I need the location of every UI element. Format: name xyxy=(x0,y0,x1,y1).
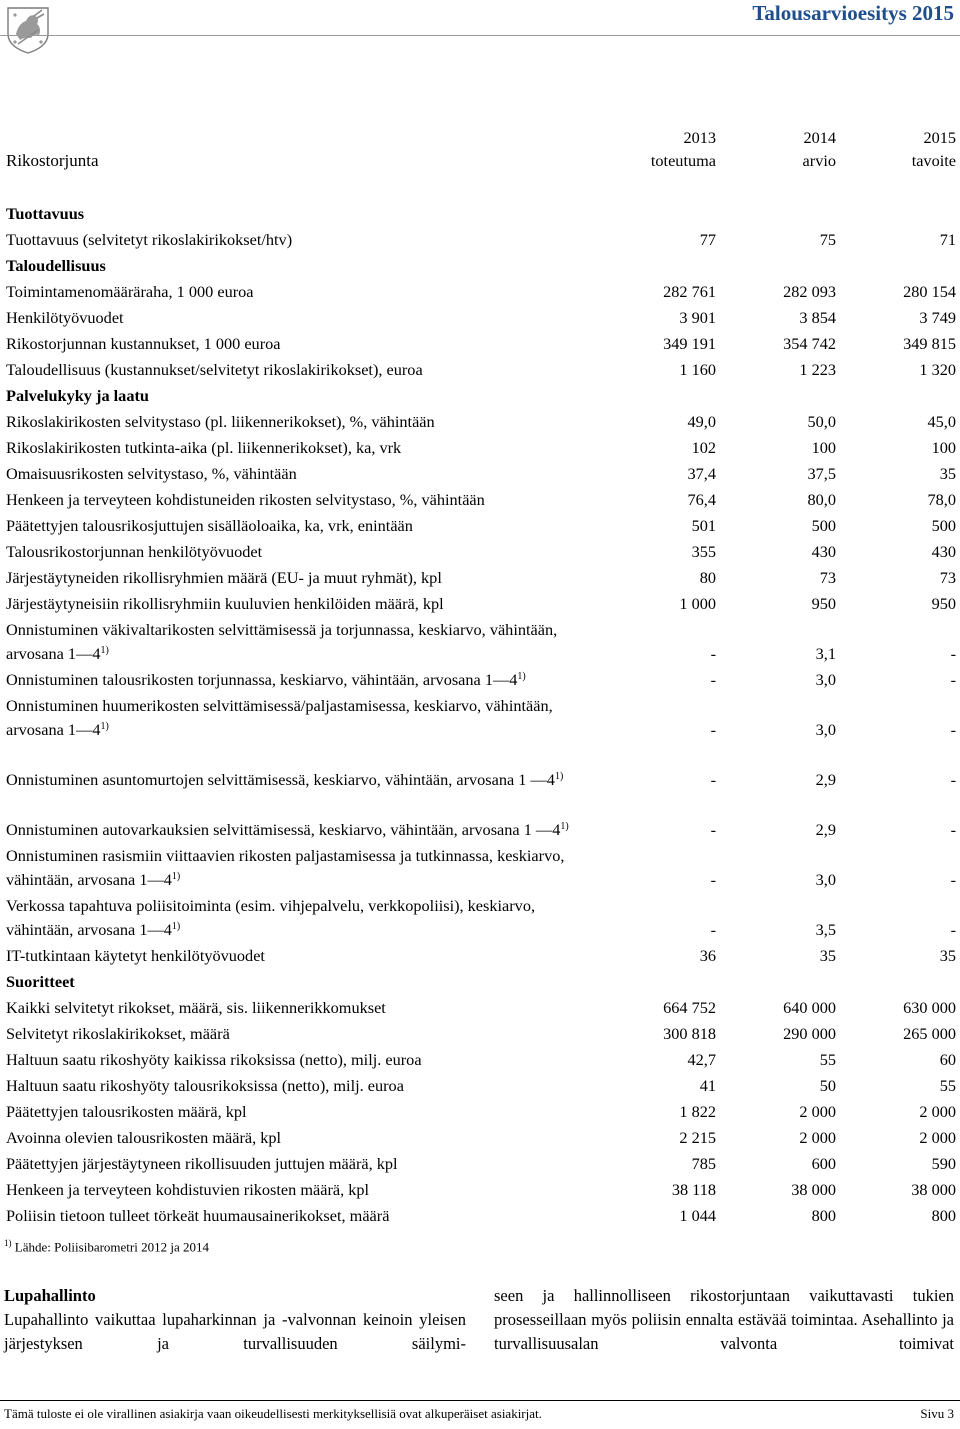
table-row xyxy=(6,1150,956,1176)
value-cell-2014: 3 854 xyxy=(799,308,836,327)
footer-disclaimer: Tämä tuloste ei ole virallinen asiakirja vaan oikeudellisesti merkityksellisiä ovat alkuperäiset asiakirjat. xyxy=(4,1406,542,1421)
value-cell-2014: 3,0 xyxy=(815,670,836,689)
row-label: Taloudellisuus (kustannukset/selvitetyt rikoslakirikokset), euroa xyxy=(6,360,423,379)
value-cell-2015: 1 320 xyxy=(919,360,956,379)
header-divider xyxy=(0,35,960,36)
footnote-ref: 1) xyxy=(517,671,526,682)
value-cell-2015: - xyxy=(950,670,956,689)
row-label-cell xyxy=(6,304,596,330)
row-label: Onnistuminen talousrikosten torjunnassa, keskiarvo, vähintään, arvosana 1—4 xyxy=(6,670,518,689)
row-label: Tuottavuus (selvitetyt rikoslakirikokset/htv) xyxy=(6,230,293,249)
value-cell-2015: - xyxy=(950,920,956,939)
value-cell-2015: 60 xyxy=(939,1050,956,1069)
table-row xyxy=(6,434,956,460)
table-row xyxy=(6,538,956,564)
value-cell-2014: 50,0 xyxy=(807,412,836,431)
indicator-table xyxy=(6,120,956,1228)
row-label-cell xyxy=(6,616,596,666)
value-cell-2014: 37,5 xyxy=(807,464,836,483)
value-cell-2014: 354 742 xyxy=(783,334,836,353)
value-cell-2013: 282 761 xyxy=(663,282,716,301)
value-cell-2013: 785 xyxy=(691,1154,716,1173)
value-cell-2013: - xyxy=(710,820,716,839)
table-row xyxy=(6,564,956,590)
table-row xyxy=(6,460,956,486)
table-row xyxy=(6,1176,956,1202)
row-label-cell xyxy=(6,538,596,564)
value-cell-2014: 55 xyxy=(819,1050,836,1069)
table-section-row xyxy=(6,200,956,226)
table-row xyxy=(6,1072,956,1098)
row-label: Toimintamenomääräraha, 1 000 euroa xyxy=(6,282,254,301)
footnote xyxy=(4,1238,209,1255)
value-cell-2013: 1 822 xyxy=(679,1102,716,1121)
value-cell-2015: 3 749 xyxy=(919,308,956,327)
row-label: Rikoslakirikosten selvitystaso (pl. liikennerikokset), %, vähintään xyxy=(6,412,435,431)
value-cell-2014: 290 000 xyxy=(783,1024,836,1043)
row-label-cell xyxy=(6,942,596,968)
value-cell-2013: 349 191 xyxy=(663,334,716,353)
value-cell-2014: 950 xyxy=(811,594,836,613)
row-label: Onnistuminen asuntomurtojen selvittämisessä, keskiarvo, vähintään, arvosana 1 —4 xyxy=(6,770,555,789)
value-cell-2013: 76,4 xyxy=(687,490,716,509)
section-heading: Taloudellisuus xyxy=(6,256,106,275)
table-row xyxy=(6,1202,956,1228)
value-cell-2013: - xyxy=(710,870,716,889)
table-row xyxy=(6,304,956,330)
table-row xyxy=(6,278,956,304)
value-cell-2013: 501 xyxy=(691,516,716,535)
table-row xyxy=(6,666,956,692)
value-cell-2014: 282 093 xyxy=(783,282,836,301)
value-cell-2013: - xyxy=(710,920,716,939)
value-cell-2014: 1 223 xyxy=(799,360,836,379)
value-cell-2015: 950 xyxy=(931,594,956,613)
value-cell-2014: 640 000 xyxy=(783,998,836,1017)
row-label-cell xyxy=(6,512,596,538)
row-label: IT-tutkintaan käytetyt henkilötyövuodet xyxy=(6,946,265,965)
value-cell-2015: 430 xyxy=(931,542,956,561)
table-row xyxy=(6,842,956,892)
row-label-cell xyxy=(6,564,596,590)
value-cell-2014: 3,0 xyxy=(815,870,836,889)
column-kind: arvio xyxy=(802,151,836,170)
row-label: Haltuun saatu rikoshyöty kaikissa rikoksissa (netto), milj. euroa xyxy=(6,1050,422,1069)
row-label-cell xyxy=(6,994,596,1020)
value-cell-2013: 38 118 xyxy=(671,1180,716,1199)
row-label: Järjestäytyneisiin rikollisryhmiin kuuluvien henkilöiden määrä, kpl xyxy=(6,594,444,613)
value-cell-2013: 77 xyxy=(699,230,716,249)
footnote-ref: 1) xyxy=(560,821,569,832)
section-heading: Tuottavuus xyxy=(6,204,85,223)
table-spacer-row xyxy=(6,172,956,200)
value-cell-2013: 49,0 xyxy=(687,412,716,431)
value-cell-2013: 37,4 xyxy=(687,464,716,483)
section-heading: Suoritteet xyxy=(6,972,75,991)
column-kind: tavoite xyxy=(911,151,956,170)
value-cell-2013: 1 000 xyxy=(679,594,716,613)
row-label: Onnistuminen autovarkauksien selvittämisessä, keskiarvo, vähintään, arvosana 1 —4 xyxy=(6,820,561,839)
value-cell-2013: 41 xyxy=(699,1076,716,1095)
table-section-row xyxy=(6,252,956,278)
table-row xyxy=(6,512,956,538)
value-cell-2013: 80 xyxy=(699,568,716,587)
footnote-ref: 1) xyxy=(100,721,109,732)
row-label-cell xyxy=(6,356,596,382)
row-label-cell xyxy=(6,1046,596,1072)
value-cell-2015: 73 xyxy=(939,568,956,587)
footer-divider xyxy=(0,1400,960,1401)
value-cell-2013: 300 818 xyxy=(663,1024,716,1043)
footnote-ref: 1) xyxy=(554,771,564,782)
footnote-mark: 1) xyxy=(4,1238,12,1248)
value-cell-2014: 80,0 xyxy=(807,490,836,509)
indicator-table-body xyxy=(6,172,956,1228)
row-label-cell xyxy=(6,792,596,842)
value-cell-2014: 3,1 xyxy=(815,644,836,663)
table-section-row xyxy=(6,968,956,994)
paragraph-left: Lupahallinto vaikuttaa lupaharkinnan ja -valvonnan keinoin yleisen järjestyksen ja turvallisuuden säilymi- xyxy=(4,1310,466,1353)
value-cell-2015: 45,0 xyxy=(927,412,956,431)
value-cell-2015: - xyxy=(950,720,956,739)
value-cell-2014: 2 000 xyxy=(799,1128,836,1147)
row-label-cell xyxy=(6,1020,596,1046)
value-cell-2013: 2 215 xyxy=(679,1128,716,1147)
table-row xyxy=(6,486,956,512)
page-footer xyxy=(4,1406,954,1422)
table-row xyxy=(6,408,956,434)
row-label: Haltuun saatu rikoshyöty talousrikoksissa (netto), milj. euroa xyxy=(6,1076,404,1095)
table-row xyxy=(6,226,956,252)
row-label: Henkilötyövuodet xyxy=(6,308,124,327)
row-label-cell xyxy=(6,1176,596,1202)
row-label-cell xyxy=(6,1150,596,1176)
row-label: Päätettyjen talousrikosjuttujen sisälläoloaika, ka, vrk, enintään xyxy=(6,516,413,535)
value-cell-2014: 2,9 xyxy=(815,770,836,789)
row-label: Avoinna olevien talousrikosten määrä, kpl xyxy=(6,1128,282,1147)
column-header-2014 xyxy=(716,120,836,172)
value-cell-2015: 630 000 xyxy=(903,998,956,1017)
column-header-2015 xyxy=(836,120,956,172)
value-cell-2015: - xyxy=(950,770,956,789)
row-label-cell xyxy=(6,742,596,792)
footnote-text: Lähde: Poliisibarometri 2012 ja 2014 xyxy=(14,1239,209,1255)
value-cell-2013: - xyxy=(710,644,716,663)
section-heading: Palvelukyky ja laatu xyxy=(6,386,149,405)
value-cell-2015: 71 xyxy=(939,230,956,249)
table-row xyxy=(6,1046,956,1072)
table-header-row xyxy=(6,120,956,172)
row-label-cell xyxy=(6,460,596,486)
text-column-right xyxy=(494,1284,954,1356)
value-cell-2013: 102 xyxy=(691,438,716,457)
table-row xyxy=(6,616,956,666)
row-label-cell xyxy=(6,1072,596,1098)
value-cell-2014: 500 xyxy=(811,516,836,535)
value-cell-2014: 75 xyxy=(819,230,836,249)
value-cell-2015: 349 815 xyxy=(903,334,956,353)
document-title: Talousarvioesitys 2015 xyxy=(752,1,954,25)
value-cell-2014: 100 xyxy=(811,438,836,457)
value-cell-2014: 3,0 xyxy=(815,720,836,739)
table-row xyxy=(6,692,956,742)
value-cell-2015: 590 xyxy=(931,1154,956,1173)
row-label-cell xyxy=(6,434,596,460)
value-cell-2015: 800 xyxy=(931,1206,956,1225)
table-row xyxy=(6,330,956,356)
row-label: Onnistuminen väkivaltarikosten selvittämisessä ja torjunnassa, keskiarvo, vähintään, arvosana 1—4 xyxy=(6,620,558,663)
row-label: Päätettyjen järjestäytyneen rikollisuuden juttujen määrä, kpl xyxy=(6,1154,398,1173)
value-cell-2014: 35 xyxy=(819,946,836,965)
value-cell-2015: 78,0 xyxy=(927,490,956,509)
column-year: 2015 xyxy=(923,128,956,147)
value-cell-2015: 35 xyxy=(939,946,956,965)
finnish-lion-crest-icon xyxy=(4,4,52,54)
row-label-cell xyxy=(6,590,596,616)
row-label: Talousrikostorjunnan henkilötyövuodet xyxy=(6,542,263,561)
table-row xyxy=(6,1124,956,1150)
row-label-cell xyxy=(6,842,596,892)
value-cell-2015: 35 xyxy=(939,464,956,483)
value-cell-2015: - xyxy=(950,820,956,839)
value-cell-2015: - xyxy=(950,644,956,663)
row-label: Poliisin tietoon tulleet törkeät huumausainerikokset, määrä xyxy=(6,1206,390,1225)
row-label-cell xyxy=(6,892,596,942)
table-row xyxy=(6,590,956,616)
value-cell-2013: 1 044 xyxy=(679,1206,716,1225)
value-cell-2013: - xyxy=(710,720,716,739)
value-cell-2015: 2 000 xyxy=(919,1128,956,1147)
value-cell-2015: 280 154 xyxy=(903,282,956,301)
column-year: 2014 xyxy=(803,128,836,147)
value-cell-2013: - xyxy=(710,770,716,789)
value-cell-2015: 55 xyxy=(939,1076,956,1095)
table-title: Rikostorjunta xyxy=(6,151,99,170)
row-label: Rikostorjunnan kustannukset, 1 000 euroa xyxy=(6,334,281,353)
value-cell-2014: 2,9 xyxy=(815,820,836,839)
table-row xyxy=(6,742,956,792)
row-label: Henkeen ja terveyteen kohdistuvien rikosten määrä, kpl xyxy=(6,1180,370,1199)
table-row xyxy=(6,892,956,942)
value-cell-2015: - xyxy=(950,870,956,889)
row-label: Selvitetyt rikoslakirikokset, määrä xyxy=(6,1024,230,1043)
column-kind: toteutuma xyxy=(650,151,716,170)
row-label: Verkossa tapahtuva poliisitoiminta (esim. vihjepalvelu, verkkopoliisi), keskiarvo, vähintään, arvosana 1—4 xyxy=(6,896,536,939)
row-label-cell xyxy=(6,278,596,304)
page-number: Sivu 3 xyxy=(920,1406,954,1421)
value-cell-2013: 42,7 xyxy=(687,1050,716,1069)
table-row xyxy=(6,942,956,968)
column-year: 2013 xyxy=(683,128,716,147)
footnote-ref: 1) xyxy=(100,645,109,656)
row-label: Päätettyjen talousrikosten määrä, kpl xyxy=(6,1102,247,1121)
text-column-left xyxy=(4,1284,466,1356)
value-cell-2014: 73 xyxy=(819,568,836,587)
value-cell-2013: 1 160 xyxy=(679,360,716,379)
row-label: Henkeen ja terveyteen kohdistuneiden rikosten selvitystaso, %, vähintään xyxy=(6,490,485,509)
value-cell-2014: 3,5 xyxy=(815,920,836,939)
value-cell-2013: 355 xyxy=(691,542,716,561)
row-label-cell xyxy=(6,226,596,252)
row-label: Järjestäytyneiden rikollisryhmien määrä (EU- ja muut ryhmät), kpl xyxy=(6,568,442,587)
table-section-row xyxy=(6,382,956,408)
value-cell-2013: 36 xyxy=(699,946,716,965)
value-cell-2013: - xyxy=(710,670,716,689)
table-row xyxy=(6,994,956,1020)
value-cell-2014: 430 xyxy=(811,542,836,561)
row-label-cell xyxy=(6,692,596,742)
value-cell-2015: 100 xyxy=(931,438,956,457)
value-cell-2013: 3 901 xyxy=(679,308,716,327)
paragraph-right: seen ja hallinnolliseen rikostorjuntaan vaikuttavasti tukien prosesseillaan myös poliisin ennalta estävää toimintaa. Asehallinto ja turvallisuusalan valvonta toimivat xyxy=(494,1286,954,1353)
value-cell-2015: 500 xyxy=(931,516,956,535)
row-label: Onnistuminen huumerikosten selvittämisessä/paljastamisessa, keskiarvo, vähintään, arvosana 1—4 xyxy=(6,696,553,739)
table-row xyxy=(6,792,956,842)
value-cell-2015: 265 000 xyxy=(903,1024,956,1043)
table-row xyxy=(6,356,956,382)
section-heading: Lupahallinto xyxy=(4,1286,96,1305)
value-cell-2013: 664 752 xyxy=(663,998,716,1017)
footnote-ref: 1) xyxy=(171,871,181,882)
value-cell-2014: 800 xyxy=(811,1206,836,1225)
row-label-cell xyxy=(6,408,596,434)
row-label: Omaisuusrikosten selvitystaso, %, vähintään xyxy=(6,464,297,483)
row-label: Rikoslakirikosten tutkinta-aika (pl. liikennerikokset), ka, vrk xyxy=(6,438,402,457)
value-cell-2015: 2 000 xyxy=(919,1102,956,1121)
row-label-cell xyxy=(6,1098,596,1124)
row-label-cell xyxy=(6,330,596,356)
value-cell-2014: 600 xyxy=(811,1154,836,1173)
row-label-cell xyxy=(6,1202,596,1228)
row-label: Onnistuminen rasismiin viittaavien rikosten paljastamisessa ja tutkinnassa, keskiarvo, vähintään, arvosana 1—4 xyxy=(6,846,565,889)
indicator-table-container xyxy=(6,120,956,1228)
row-label-cell xyxy=(6,1124,596,1150)
value-cell-2014: 50 xyxy=(819,1076,836,1095)
row-label: Kaikki selvitetyt rikokset, määrä, sis. liikennerikkomukset xyxy=(6,998,386,1017)
row-label-cell xyxy=(6,486,596,512)
table-row xyxy=(6,1098,956,1124)
column-header-2013 xyxy=(596,120,716,172)
table-row xyxy=(6,1020,956,1046)
row-label-cell xyxy=(6,666,596,692)
footnote-ref: 1) xyxy=(171,921,181,932)
value-cell-2014: 2 000 xyxy=(799,1102,836,1121)
value-cell-2014: 38 000 xyxy=(791,1180,836,1199)
value-cell-2015: 38 000 xyxy=(911,1180,956,1199)
text-section xyxy=(4,1284,954,1360)
